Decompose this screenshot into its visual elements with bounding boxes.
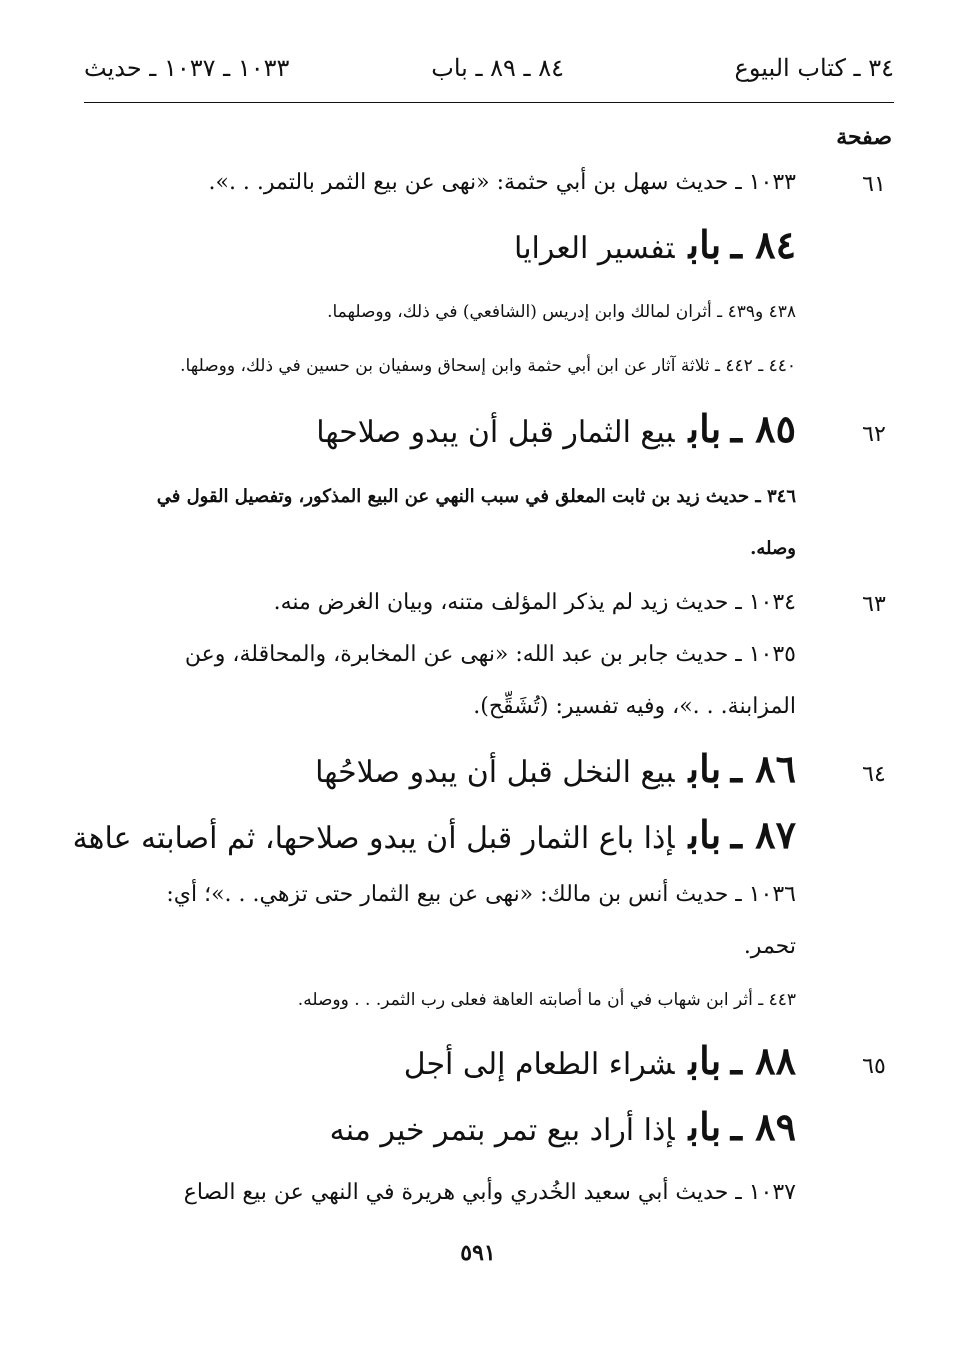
chapter-title: إذا أراد بيع تمر بتمر خير منه: [329, 1113, 675, 1148]
chapter-number: ٨٤ ـ: [730, 222, 796, 267]
chapter-title: تفسير العرايا: [514, 231, 675, 266]
entry-hadith-346-line1: ٣٤٦ ـ حديث زيد بن ثابت المعلق في سبب النهي عن البيع المذكور، وتفصيل القول في: [156, 486, 796, 507]
chapter-keyword: باب: [688, 1104, 722, 1149]
running-header: [84, 54, 894, 94]
chapter-heading-86: [315, 746, 796, 791]
chapter-keyword: باب: [688, 812, 722, 857]
header-chapter-range: ٨٤ ـ ٨٩ ـ باب: [431, 54, 564, 82]
chapter-title: شراء الطعام إلى أجل: [403, 1047, 675, 1082]
chapter-heading-84: [514, 222, 796, 267]
chapter-number: ٨٧ ـ: [730, 812, 796, 857]
chapter-title: إذا باع الثمار قبل أن يبدو صلاحها، ثم أصابته عاهة: [72, 821, 675, 856]
page-column-label: صفحة: [836, 124, 892, 150]
entry-athar-440-442: ٤٤٠ ـ ٤٤٢ ـ ثلاثة آثار عن ابن أبي حثمة وابن إسحاق وسفيان بن حسين في ذلك، ووصلها.: [180, 356, 796, 376]
entry-hadith-1037: ١٠٣٧ ـ حديث أبي سعيد الخُدري وأبي هريرة في النهي عن بيع الصاع: [183, 1180, 796, 1205]
entry-athar-438-439: ٤٣٨ و٤٣٩ ـ أثران لمالك وابن إدريس (الشافعي) في ذلك، ووصلهما.: [327, 302, 796, 322]
entry-hadith-1036-line1: ١٠٣٦ ـ حديث أنس بن مالك: «نهى عن بيع الثمار حتى تزهي. . .»؛ أي:: [166, 882, 796, 907]
header-hadith-range: ١٠٣٣ ـ ١٠٣٧ ـ حديث: [84, 54, 290, 82]
header-book-title: ٣٤ ـ كتاب البيوع: [734, 54, 894, 82]
entry-hadith-1033: ١٠٣٣ ـ حديث سهل بن أبي حثمة: «نهى عن بيع الثمر بالتمر. . .».: [208, 170, 796, 195]
chapter-heading-85: [316, 406, 796, 451]
entry-athar-443: ٤٤٣ ـ أثر ابن شهاب في أن ما أصابته العاهة فعلى رب الثمر. . . ووصله.: [297, 990, 796, 1010]
chapter-title: بيع الثمار قبل أن يبدو صلاحها: [316, 415, 675, 450]
chapter-title: بيع النخل قبل أن يبدو صلاحُها: [315, 755, 675, 790]
chapter-keyword: باب: [688, 1038, 722, 1083]
entry-hadith-346-line2: وصله.: [750, 538, 796, 559]
header-divider: [84, 102, 894, 103]
chapter-number: ٨٦ ـ: [730, 746, 796, 791]
page-ref-63: ٦٣: [862, 592, 886, 617]
page-ref-61: ٦١: [862, 172, 886, 197]
chapter-keyword: باب: [688, 222, 722, 267]
chapter-number: ٨٨ ـ: [730, 1038, 796, 1083]
entry-hadith-1035-line2: المزابنة. . .»، وفيه تفسير: (تُشَقِّح).: [473, 694, 796, 719]
chapter-number: ٨٥ ـ: [730, 406, 796, 451]
chapter-keyword: باب: [688, 406, 722, 451]
entry-hadith-1035-line1: ١٠٣٥ ـ حديث جابر بن عبد الله: «نهى عن المخابرة، والمحاقلة، وعن: [184, 642, 796, 667]
page-ref-64: ٦٤: [862, 762, 886, 787]
chapter-number: ٨٩ ـ: [730, 1104, 796, 1149]
page-number: ٥٩١: [460, 1240, 496, 1266]
chapter-heading-89: [330, 1104, 796, 1149]
page-ref-65: ٦٥: [862, 1054, 886, 1079]
chapter-keyword: باب: [688, 746, 722, 791]
entry-hadith-1036-line2: تحمر.: [743, 934, 796, 959]
chapter-heading-88: [404, 1038, 796, 1083]
page-ref-62: ٦٢: [862, 422, 886, 447]
entry-hadith-1034: ١٠٣٤ ـ حديث زيد لم يذكر المؤلف متنه، وبيان الغرض منه.: [273, 590, 796, 615]
chapter-heading-87: [73, 812, 796, 857]
